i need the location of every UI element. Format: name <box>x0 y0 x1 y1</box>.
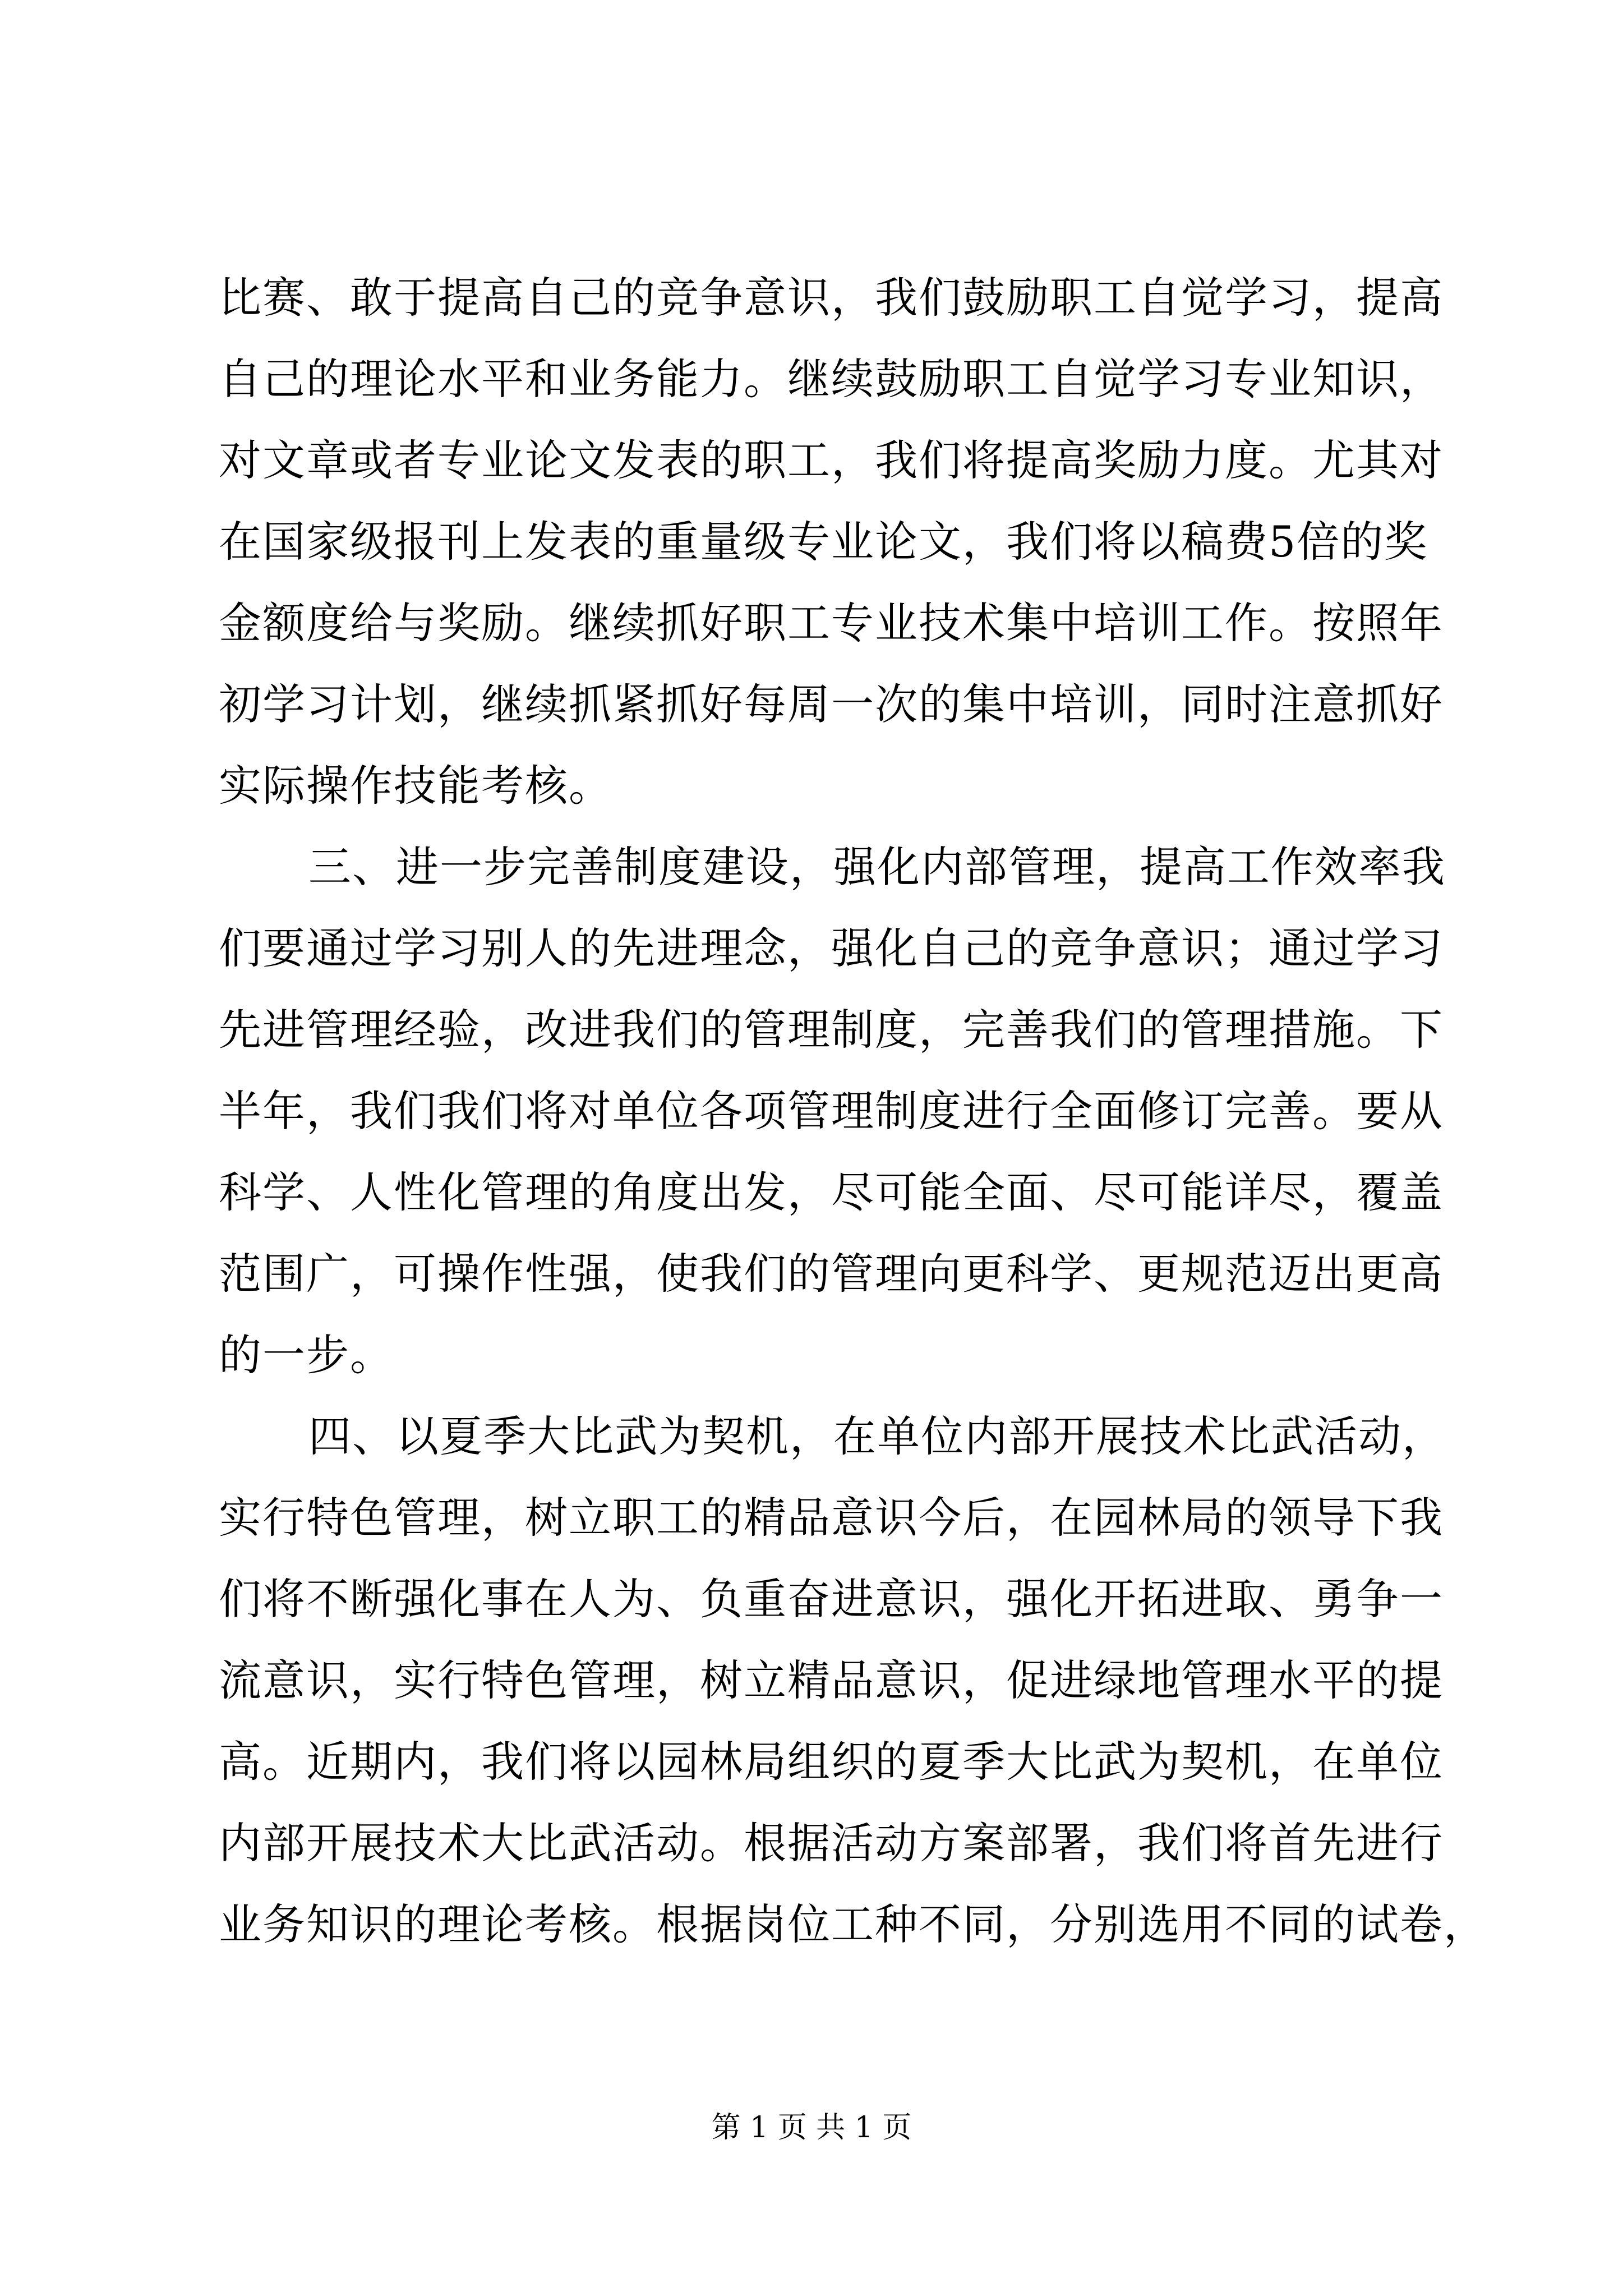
page-number-footer: 第 1 页 共 1 页 <box>711 2111 912 2145</box>
paragraph-3 <box>219 1396 1487 1965</box>
paragraph-1 <box>219 257 1444 826</box>
text-line: 在国家级报刊上发表的重量级专业论文，我们将以稿费5倍的奖 <box>219 517 1428 567</box>
text-line: 四、以夏季大比武为契机，在单位内部开展技术比武活动， <box>308 1411 1446 1461</box>
text-line: 半年，我们我们将对单位各项管理制度进行全面修订完善。要从 <box>219 1086 1444 1136</box>
text-line: 业务知识的理论考核。根据岗位工种不同，分别选用不同的试卷， <box>219 1899 1487 1949</box>
text-line: 们要通过学习别人的先进理念，强化自己的竞争意识；通过学习 <box>219 923 1444 973</box>
text-line: 自己的理论水平和业务能力。继续鼓励职工自觉学习专业知识， <box>219 354 1444 404</box>
text-line: 先进管理经验，改进我们的管理制度，完善我们的管理措施。下 <box>219 1005 1444 1055</box>
text-line: 流意识，实行特色管理，树立精品意识，促进绿地管理水平的提 <box>219 1655 1444 1705</box>
text-line: 的一步。 <box>219 1330 394 1380</box>
text-line: 科学、人性化管理的角度出发，尽可能全面、尽可能详尽，覆盖 <box>219 1167 1444 1217</box>
text-line: 初学习计划，继续抓紧抓好每周一次的集中培训，同时注意抓好 <box>219 679 1444 729</box>
text-line: 范围广，可操作性强，使我们的管理向更科学、更规范迈出更高 <box>219 1249 1444 1299</box>
document-body <box>219 257 1487 1965</box>
text-line: 比赛、敢于提高自己的竞争意识，我们鼓励职工自觉学习，提高 <box>219 273 1444 323</box>
text-line: 实行特色管理，树立职工的精品意识今后，在园林局的领导下我 <box>219 1493 1444 1543</box>
text-line: 内部开展技术大比武活动。根据活动方案部署，我们将首先进行 <box>219 1818 1444 1868</box>
text-line: 高。近期内，我们将以园林局组织的夏季大比武为契机，在单位 <box>219 1737 1444 1787</box>
text-line: 实际操作技能考核。 <box>219 761 612 811</box>
paragraph-2 <box>219 826 1446 1396</box>
text-line: 们将不断强化事在人为、负重奋进意识，强化开拓进取、勇争一 <box>219 1574 1444 1624</box>
text-line: 金额度给与奖励。继续抓好职工专业技术集中培训工作。按照年 <box>219 598 1444 648</box>
text-line: 三、进一步完善制度建设，强化内部管理，提高工作效率我 <box>308 842 1446 892</box>
text-line: 对文章或者专业论文发表的职工，我们将提高奖励力度。尤其对 <box>219 435 1444 485</box>
